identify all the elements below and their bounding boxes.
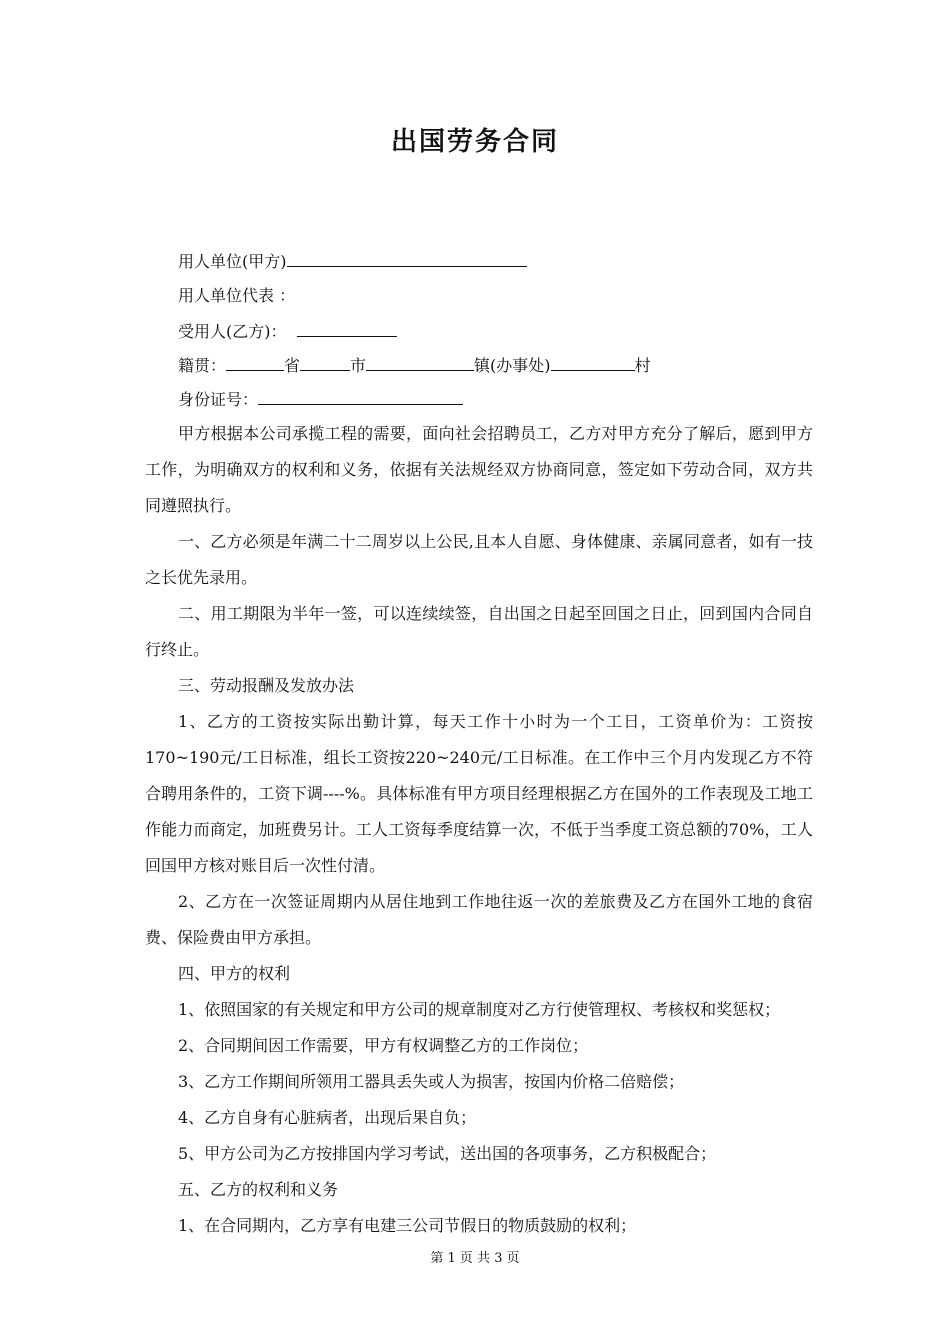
employer-blank	[287, 249, 527, 267]
village-label: 村	[634, 356, 651, 375]
employee-label: 受用人(乙方)：	[178, 322, 287, 341]
city-blank	[300, 353, 350, 371]
clause-2: 二、用工期限为半年一签，可以连续续签，自出国之日起至回国之日止，回到国内合同自行终止。	[145, 604, 813, 659]
origin-label: 籍贯：	[178, 356, 227, 375]
employee-field	[178, 319, 397, 344]
town-label: 镇(办事处)	[474, 356, 551, 375]
clause-4-5: 5、甲方公司为乙方按排国内学习考试，送出国的各项事务，乙方积极配合；	[178, 1144, 717, 1163]
town-blank	[366, 353, 474, 371]
clause-1: 一、乙方必须是年满二十二周岁以上公民,且本人自愿、身体健康、亲属同意者，如有一技之长优先录用。	[145, 532, 813, 587]
id-field	[178, 387, 463, 412]
representative-label: 用人单位代表 ：	[178, 286, 296, 305]
id-label: 身份证号：	[178, 390, 259, 409]
employer-label: 用人单位(甲方)	[178, 252, 287, 271]
clause-4-2: 2、合同期间因工作需要，甲方有权调整乙方的工作岗位；	[178, 1036, 589, 1055]
origin-field	[178, 353, 651, 378]
document-title: 出国劳务合同	[390, 127, 559, 157]
clause-4-3: 3、乙方工作期间所领用工器具丢失或人为损害，按国内价格二倍赔偿；	[178, 1072, 685, 1091]
village-blank	[551, 353, 635, 371]
section-4-heading: 四、甲方的权利	[178, 964, 291, 983]
clause-5-1: 1、在合同期内，乙方享有电建三公司节假日的物质鼓励的权利；	[178, 1216, 637, 1235]
id-blank	[258, 387, 463, 405]
employer-field	[178, 249, 527, 274]
representative-field	[178, 284, 295, 308]
section-3-heading: 三、劳动报酬及发放办法	[178, 676, 355, 695]
city-label: 市	[350, 356, 367, 375]
employee-blank	[297, 319, 397, 337]
section-5-heading: 五、乙方的权利和义务	[178, 1180, 339, 1199]
clause-4-1: 1、依照国家的有关规定和甲方公司的规章制度对乙方行使管理权、考核权和奖惩权；	[178, 1000, 781, 1019]
clause-3-2: 2、乙方在一次签证周期内从居住地到工作地往返一次的差旅费及乙方在国外工地的食宿费、保险费由甲方承担。	[145, 892, 813, 947]
province-blank	[226, 353, 284, 371]
page-footer: 第 1 页 共 3 页	[430, 1251, 520, 1266]
intro-paragraph: 甲方根据本公司承揽工程的需要，面向社会招聘员工，乙方对甲方充分了解后，愿到甲方工作，为明确双方的权利和义务，依据有关法规经双方协商同意，签定如下劳动合同，双方共同遵照执行。	[145, 424, 813, 515]
clause-3-1: 1、乙方的工资按实际出勤计算，每天工作十小时为一个工日，工资单价为：工资按170~190元/工日标准，组长工资按220~240元/工日标准。在工作中三个月内发现乙方不符合聘用条件的，工资下调----%。具体标准有甲方项目经理根据乙方在国外的工作表现及工地工作能力而商定，加班费另计。工人工资每季度结算一次，不低于当季度工资总额的70%，工人回国甲方核对账目后一次性付清。	[145, 712, 813, 875]
province-label: 省	[284, 356, 301, 375]
clause-4-4: 4、乙方自身有心脏病者，出现后果自负；	[178, 1108, 477, 1127]
